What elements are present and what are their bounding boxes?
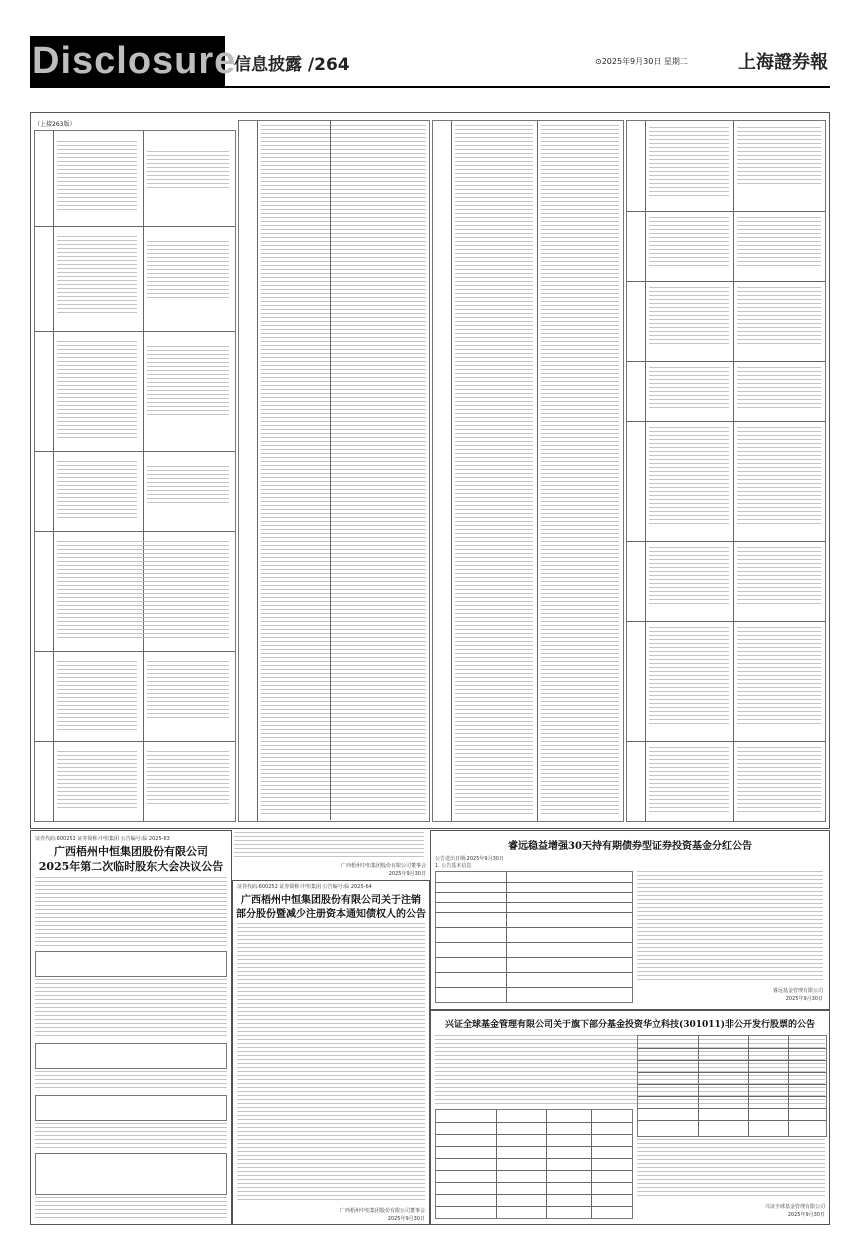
ruiyuan-section-1: 1. 公告基本信息 (435, 863, 472, 869)
meeting-sign-company: 广西梧州中恒集团股份有限公司董事会 (340, 863, 426, 869)
vote-table-3 (35, 1095, 227, 1121)
xingzheng-holdings-table-left (435, 1109, 633, 1219)
ruiyuan-dividend-notice (430, 830, 830, 1010)
continued-from-ref: （上接263版） (34, 121, 76, 128)
amendment-table-left (34, 130, 236, 822)
capital-code-line: 证券代码:600252 证券简称:中恒集团 公告编号:临 2025-64 (237, 884, 372, 890)
ruiyuan-sign-company: 睿远基金管理有限公司 (772, 988, 823, 994)
capital-title-line1: 广西梧州中恒集团股份有限公司关于注销 (241, 895, 421, 906)
amendment-table-right (432, 120, 624, 822)
vote-table-4 (35, 1153, 227, 1195)
section-title: 信息披露 /264 (234, 55, 350, 75)
xingzheng-notice (430, 1010, 830, 1225)
ruiyuan-title: 睿远稳益增强30天持有期债券型证券投资基金分红公告 (508, 841, 752, 852)
header-rule (30, 86, 830, 88)
amendment-table-far-right (626, 120, 826, 822)
ruiyuan-sign-date: 2025年9月30日 (785, 996, 823, 1002)
capital-sign-date: 2025年9月30日 (387, 1216, 425, 1222)
page-header (30, 36, 830, 86)
xingzheng-sign-company: 兴证全球基金管理有限公司 (764, 1204, 825, 1210)
vote-table-1 (35, 951, 227, 977)
ruiyuan-date-line: 公告送出日期:2025年9月30日 (435, 856, 504, 862)
guangxi-meeting-notice-cont (232, 830, 428, 860)
notice-title-line1: 广西梧州中恒集团股份有限公司 (54, 845, 208, 858)
meeting-sign-date: 2025年9月30日 (388, 871, 426, 877)
guangxi-meeting-notice (30, 830, 232, 1225)
issue-date: ⊙2025年9月30日 星期二 (595, 57, 688, 66)
guangxi-capital-notice (232, 880, 430, 1225)
ruiyuan-info-table (435, 871, 633, 1003)
vote-table-2 (35, 1043, 227, 1069)
notice-code-line: 证券代码:600252 证券简称:中恒集团 公告编号:临 2025-63 (35, 836, 170, 842)
disclosure-banner (30, 36, 237, 86)
xingzheng-title: 兴证全球基金管理有限公司关于旗下部分基金投资华立科技(301011)非公开发行股票的公告 (444, 1020, 816, 1030)
banner-text: Disclosure (32, 40, 237, 82)
xingzheng-holdings-table-right (637, 1035, 827, 1137)
xingzheng-sign-date: 2025年9月30日 (787, 1212, 825, 1218)
notice-title-line2: 2025年第二次临时股东大会决议公告 (38, 860, 224, 873)
capital-sign-company: 广西梧州中恒集团股份有限公司董事会 (339, 1208, 425, 1214)
amendment-table-middle2 (330, 120, 428, 820)
capital-title-line2: 部分股份暨减少注册资本通知债权人的公告 (236, 909, 426, 920)
newspaper-name: 上海證券報 (738, 52, 828, 73)
